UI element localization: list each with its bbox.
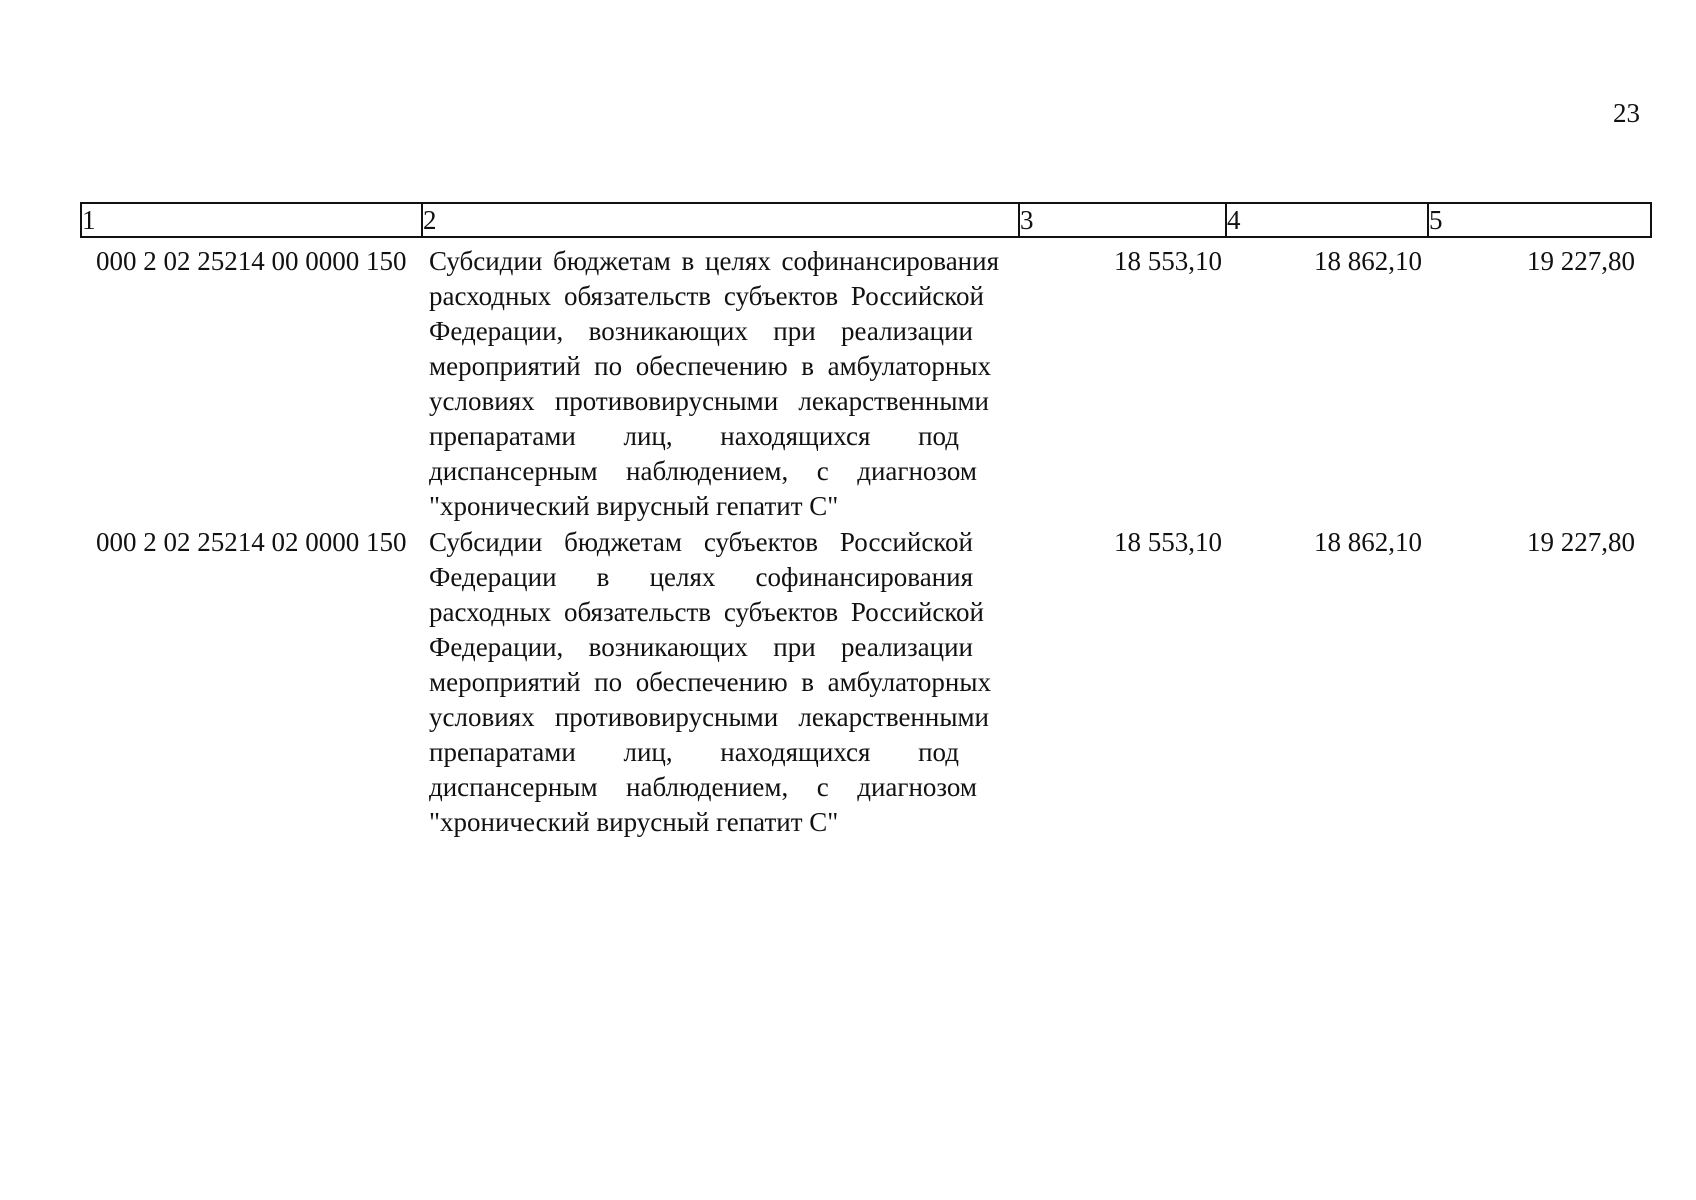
description-line: диспансерным наблюдением, с диагнозом <box>429 456 977 486</box>
page-number: 23 <box>1613 98 1640 128</box>
budget-code: 000 2 02 25214 00 0000 150 <box>96 246 407 276</box>
description-line: Федерации, возникающих при реализации <box>429 316 973 346</box>
row-description <box>429 244 999 524</box>
header-cell-2: 2 <box>421 202 1020 238</box>
amount-col-4: 18 862,10 <box>1314 527 1422 557</box>
description-line: "хронический вирусный гепатит С" <box>429 491 839 521</box>
description-line: Субсидии бюджетам в целях софинансирования <box>429 246 999 276</box>
amount-col-3: 18 553,10 <box>1114 246 1222 276</box>
budget-code: 000 2 02 25214 02 0000 150 <box>96 527 407 557</box>
description-line: условиях противовирусными лекарственными <box>429 386 989 416</box>
header-cell-3: 3 <box>1018 202 1227 238</box>
description-line: Федерации в целях софинансирования <box>429 562 973 592</box>
header-cell-1: 1 <box>80 202 423 238</box>
description-line: расходных обязательств субъектов Российской <box>429 281 984 311</box>
amount-col-4: 18 862,10 <box>1314 246 1422 276</box>
amount-col-5: 19 227,80 <box>1527 246 1635 276</box>
description-line: Субсидии бюджетам субъектов Российской <box>429 527 973 557</box>
amount-col-3: 18 553,10 <box>1114 527 1222 557</box>
amount-col-5: 19 227,80 <box>1527 527 1635 557</box>
description-line: мероприятий по обеспечению в амбулаторных <box>429 667 991 697</box>
description-line: "хронический вирусный гепатит С" <box>429 807 839 837</box>
description-line: расходных обязательств субъектов Российской <box>429 597 984 627</box>
description-line: Федерации, возникающих при реализации <box>429 632 973 662</box>
description-line: препаратами лиц, находящихся под <box>429 737 959 767</box>
description-line: мероприятий по обеспечению в амбулаторных <box>429 351 991 381</box>
description-line: диспансерным наблюдением, с диагнозом <box>429 772 977 802</box>
row-description <box>429 525 989 840</box>
header-cell-4: 4 <box>1225 202 1429 238</box>
description-line: препаратами лиц, находящихся под <box>429 421 959 451</box>
header-cell-5: 5 <box>1427 202 1652 238</box>
description-line: условиях противовирусными лекарственными <box>429 702 989 732</box>
